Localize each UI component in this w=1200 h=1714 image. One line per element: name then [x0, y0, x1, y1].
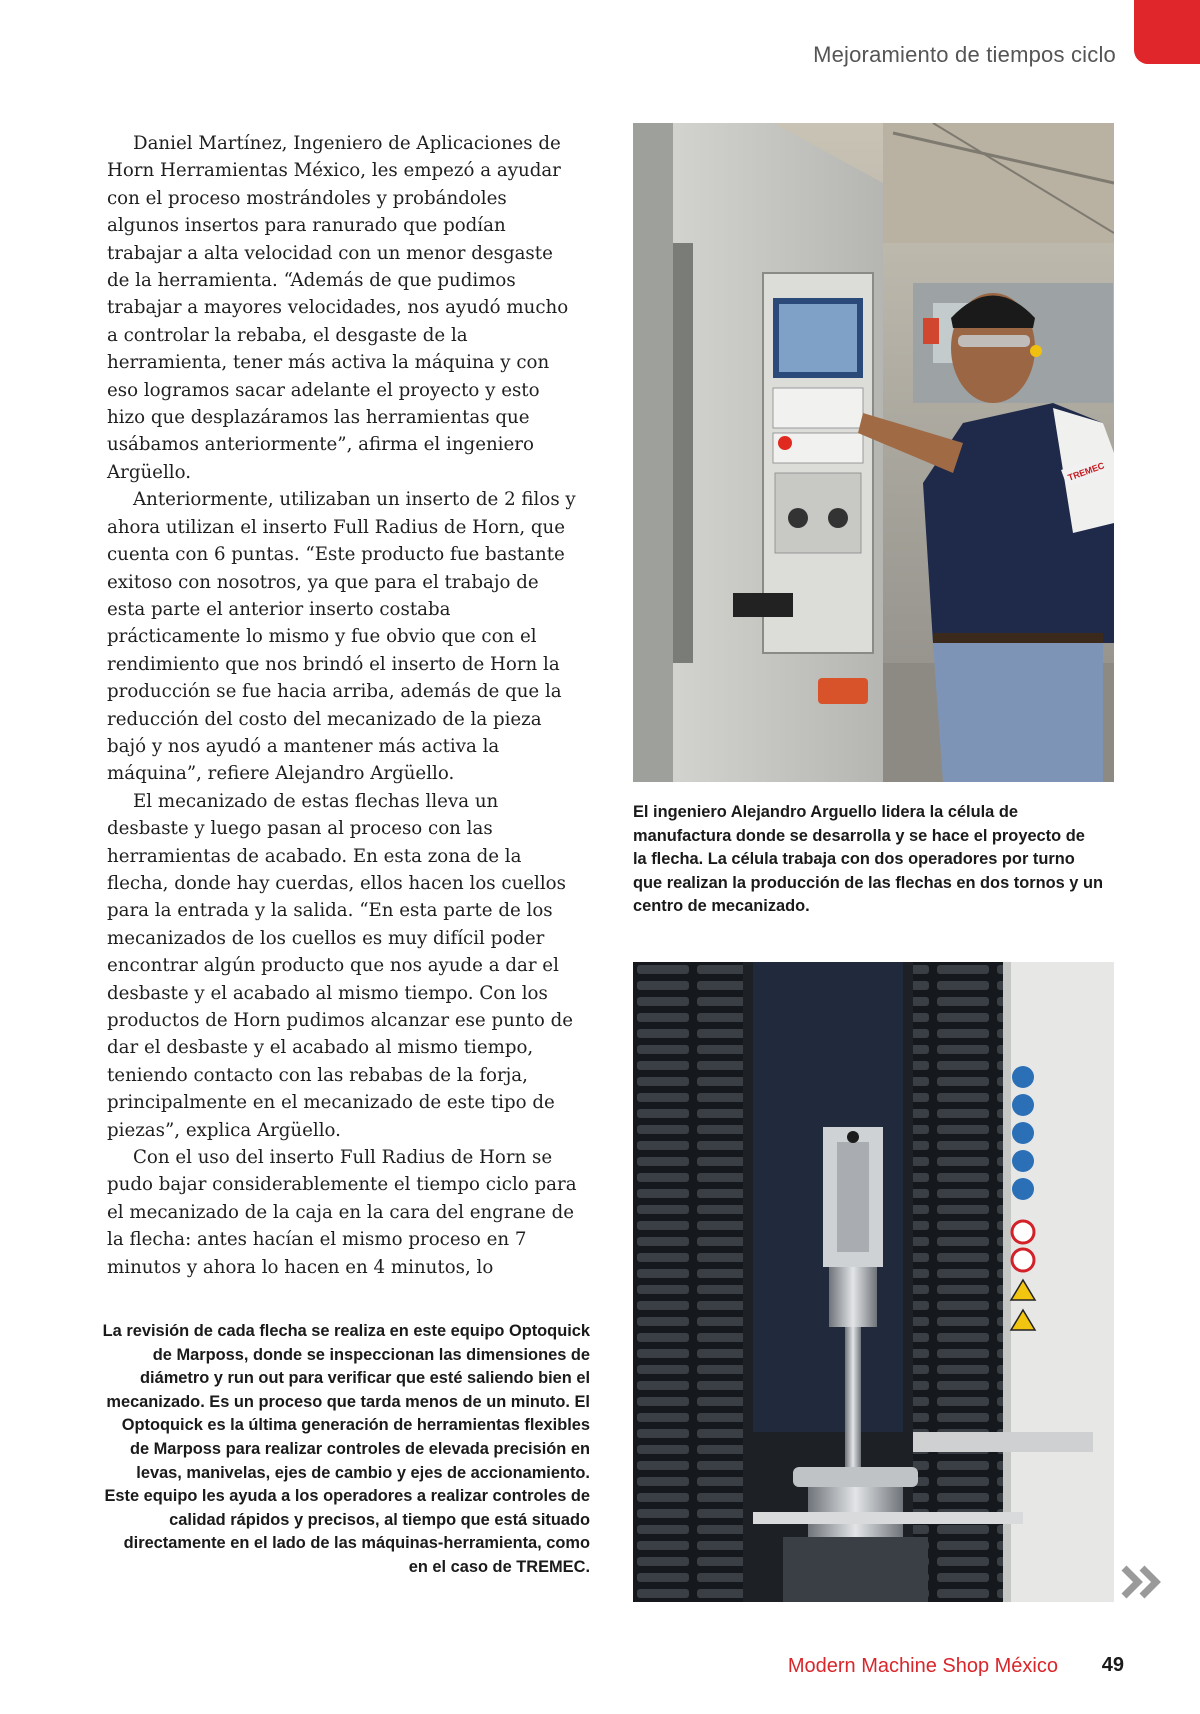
section-title: Mejoramiento de tiempos ciclo	[813, 42, 1116, 67]
article-paragraph: Daniel Martínez, Ingeniero de Aplicaciones de Horn Herramientas México, les empezó a ayudar con el proceso mostrándoles y probándoles algunos insertos para ranurado que podían trabajar a alta velocidad con un menor desgaste de la herramienta. “Además de que pudimos trabajar a mayores velocidades, nos ayudó mucho a controlar la rebaba, el desgaste de la herramienta, tener más activa la máquina y con eso logramos sacar adelante el proyecto y esto hizo que desplazáramos las herramientas que usábamos anteriormente”, afirma el ingeniero Argüello.	[107, 133, 569, 483]
article-paragraph: El mecanizado de estas flechas lleva un desbaste y luego pasan al proceso con las herramientas de acabado. En esta zona de la flecha, donde hay cuerdas, ellos hacen los cuellos para la entrada y la salida. “En esta parte de los mecanizados de los cuellos es muy difícil poder encontrar algún producto que nos ayude a dar el desbaste y el acabado al mismo tiempo. Con los productos de Horn pudimos alcanzar ese punto de dar el desbaste y el acabado al mismo tiempo, teniendo contacto con las rebabas de la forja, principalmente en el mecanizado de este tipo de piezas”, explica Argüello.	[107, 790, 573, 1141]
article-paragraph: Con el uso del inserto Full Radius de Horn se pudo bajar considerablemente el tiempo ciclo para el mecanizado de la caja en la cara del engrane de la flecha: antes hacían el mismo proceso en 7 minutos y ahora lo hacen en 4 minutos, lo	[107, 1147, 577, 1278]
magazine-name: Modern Machine Shop México	[787, 1655, 1058, 1677]
continue-arrows-icon	[1120, 1562, 1166, 1602]
photo-bottom-caption: La revisión de cada flecha se realiza en este equipo Optoquick de Marposs, donde se inspeccionan las dimensiones de diámetro y run out para verificar que esté saliendo bien el mecanizado. Es un proceso que tarda menos de un minuto. El Optoquick es la última generación de herramientas flexibles de Marposs para realizar controles de elevada precisión en levas, manivelas, ejes de cambio y ejes de accionamiento. Este equipo les ayuda a los operadores a realizar controles de calidad rápidos y precisos, al tiempo que está situado directamente en el lado de las máquinas-herramienta, como en el caso de TREMEC.	[102, 1322, 590, 1576]
page-number: 49	[1101, 1654, 1124, 1676]
article-body	[107, 130, 581, 1281]
photo-engineer-at-lathe	[633, 123, 1114, 782]
shirt-logo: TREMEC	[1066, 460, 1106, 483]
article-paragraph: Anteriormente, utilizaban un inserto de 2 filos y ahora utilizan el inserto Full Radius de Horn, que cuenta con 6 puntas. “Este producto fue bastante exitoso con nosotros, ya que para el trabajo de esta parte el anterior inserto costaba prácticamente lo mismo y fue obvio que con el rendimiento que nos brindó el inserto de Horn la producción se fue hacia arriba, además de que la reducción del costo del mecanizado de la pieza bajó y nos ayudó a mantener más activa la máquina”, refiere Alejandro Argüello.	[107, 489, 576, 785]
photo-top-caption: El ingeniero Alejandro Arguello lidera la célula de manufactura donde se desarrolla y se hace el proyecto de la flecha. La célula trabaja con dos operadores por turno que realizan la producción de las flechas en dos tornos y un centro de mecanizado.	[633, 803, 1103, 916]
section-color-tab	[1134, 0, 1200, 64]
photo-optoquick-equipment	[633, 962, 1114, 1602]
